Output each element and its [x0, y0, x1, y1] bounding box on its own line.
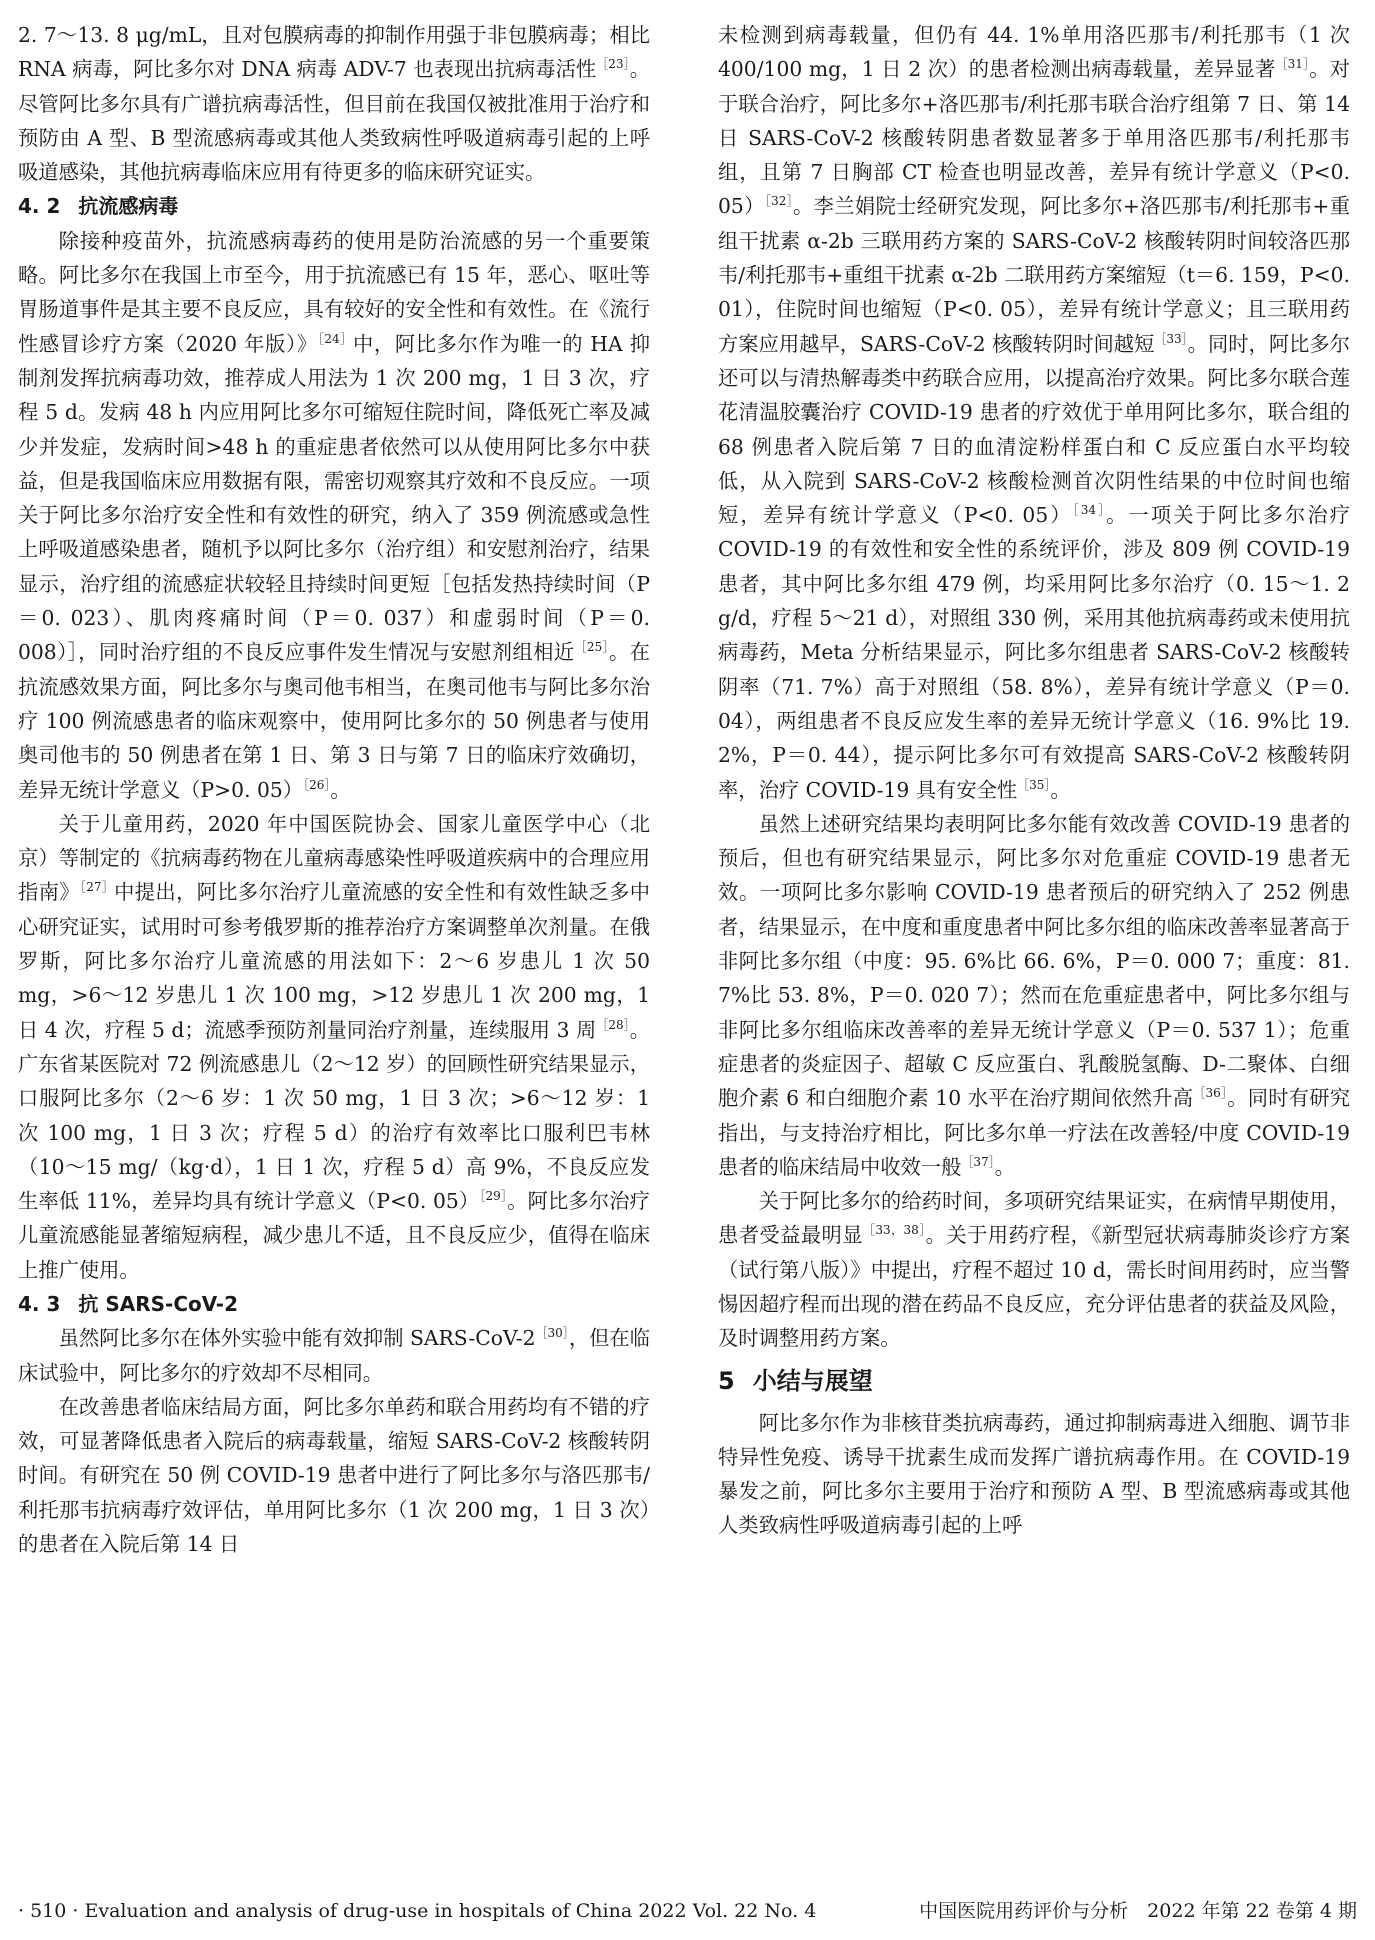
right-column [718, 18, 1350, 1543]
footer-journal-english: · 510 · Evaluation and analysis of drug-use in hospitals of China 2022 Vol. 22 No. 4 [18, 1900, 817, 1922]
citation: ［28］ [596, 1017, 630, 1032]
paragraph-critical-cases: 虽然上述研究结果均表明阿比多尔能有效改善 COVID-19 患者的预后，但也有研究结果显示，阿比多尔对危重症 COVID-19 患者无效。一项阿比多尔影响 COVID-19 患者预后的研究纳入了 252 例患者，结果显示，在中度和重度患者中阿比多尔组的临床改善率显著高于非阿比多尔组（中度：95. 6%比 66. 6%，P＝0. 000 7；重度：81. 7%比 53. 8%，P＝0. 020 7）；然而在危重症患者中，阿比多尔组与非阿比多尔组临床改善率的差异无统计学意义（P＝0. 537 1）；危重症患者的炎症因子、超敏 C 反应蛋白、乳酸脱氢酶、D-二聚体、白细胞介素 6 和白细胞介素 10 水平在治疗期间依然升高$^{[36]}$。同时有研究指出，与支持治疗相比，阿比多尔单一疗法在改善轻/中度 COVID-19 患者的临床结局中收效一般$^{[37]}$。 [718, 811, 1350, 1179]
paragraph-pediatric: 关于儿童用药，2020 年中国医院协会、国家儿童医学中心（北京）等制定的《抗病毒药物在儿童病毒感染性呼吸道疾病中的合理应用指南》$^{[27]}$中提出，阿比多尔治疗儿童流感的安全性和有效性缺乏多中心研究证实，试用时可参考俄罗斯的推荐治疗方案调整单次剂量。在俄罗斯，阿比多尔治疗儿童流感的用法如下：2～6 岁患儿 1 次 50 mg，>6～12 岁患儿 1 次 100 mg，>12 岁患儿 1 次 200 mg，1 日 4 次，疗程 5 d；流感季预防剂量同治疗剂量，连续服用 3 周$^{[28]}$。广东省某医院对 72 例流感患儿（2～12 岁）的回顾性研究结果显示，口服阿比多尔（2～6 岁：1 次 50 mg，1 日 3 次；>6～12 岁：1 次 100 mg，1 日 3 次；疗程 5 d）的治疗有效率比口服利巴韦林（10～15 mg/（kg·d），1 日 1 次，疗程 5 d）高 9%，不良反应发生率低 11%，差异均具有统计学意义（P<0. 05）$^{[29]}$。阿比多尔治疗儿童流感能显著缩短病程，减少患儿不适，且不良反应少，值得在临床上推广使用。 [18, 811, 650, 1282]
paragraph-clinical-outcome: 在改善患者临床结局方面，阿比多尔单药和联合用药均有不错的疗效，可显著降低患者入院后的病毒载量，缩短 SARS-CoV-2 核酸转阴时间。有研究在 50 例 COVID-19 患者中进行了阿比多尔与洛匹那韦/利托那韦抗病毒疗效评估，单用阿比多尔（1 次 200 mg，1 日 3 次）的患者在入院后第 14 日 [18, 1394, 650, 1557]
citation: ［24］ [317, 331, 353, 346]
paragraph-combination-therapy: 未检测到病毒载量，但仍有 44. 1%单用洛匹那韦/利托那韦（1 次 400/100 mg，1 日 2 次）的患者检测出病毒载量，差异显著$^{[31]}$。对于联合治疗，阿比多尔+洛匹那韦/利托那韦联合治疗组第 7 日、第 14 日 SARS-CoV-2 核酸转阴患者数显著多于单用洛匹那韦/利托那韦组，且第 7 日胸部 CT 检查也明显改善，差异有统计学意义（P<0. 05）$^{[32]}$。李兰娟院士经研究发现，阿比多尔+洛匹那韦/利托那韦+重组干扰素 α-2b 三联用药方案的 SARS-CoV-2 核酸转阴时间较洛匹那韦/利托那韦+重组干扰素 α-2b 二联用药方案缩短（t＝6. 159，P<0. 01），住院时间也缩短（P<0. 05），差异有统计学意义；且三联用药方案应用越早，SARS-CoV-2 核酸转阴时间越短$^{[33]}$。同时，阿比多尔还可以与清热解毒类中药联合应用，以提高治疗效果。阿比多尔联合莲花清温胶囊治疗 COVID-19 患者的疗效优于单用阿比多尔，联合组的 68 例患者入院后第 7 日的血清淀粉样蛋白和 C 反应蛋白水平均较低，从入院到 SARS-CoV-2 核酸检测首次阴性结果的中位时间也缩短，差异有统计学意义（P<0. 05）$^{[34]}$。一项关于阿比多尔治疗 COVID-19 的有效性和安全性的系统评价，涉及 809 例 COVID-19 患者，其中阿比多尔组 479 例，均采用阿比多尔治疗（0. 15～1. 2 g/d，疗程 5～21 d），对照组 330 例，采用其他抗病毒药或未使用抗病毒药，Meta 分析结果显示，阿比多尔组患者 SARS-CoV-2 核酸转阴率（71. 7%）高于对照组（58. 8%），差异有统计学意义（P＝0. 04），两组患者不良反应发生率的差异无统计学意义（16. 9%比 19. 2%，P＝0. 44），提示阿比多尔可有效提高 SARS-CoV-2 核酸转阴率，治疗 COVID-19 具有安全性$^{[35]}$。 [718, 23, 1350, 802]
section-heading-5: 5 小结与展望 [718, 1366, 873, 1395]
citation: ［32］ [764, 194, 794, 209]
paragraph-influenza: 除接种疫苗外，抗流感病毒药的使用是防治流感的另一个重要策略。阿比多尔在我国上市至今，用于抗流感已有 15 年，恶心、呕吐等胃肠道事件是其主要不良反应，具有较好的安全性和有效性。在《流行性感冒诊疗方案（2020 年版）》$^{[24]}$中，阿比多尔作为唯一的 HA 抑制剂发挥抗病毒功效，推荐成人用法为 1 次 200 mg，1 日 3 次，疗程 5 d。发病 48 h 内应用阿比多尔可缩短住院时间，降低死亡率及减少并发症，发病时间>48 h 的重症患者依然可以从使用阿比多尔中获益，但是我国临床应用数据有限，需密切观察其疗效和不良反应。一项关于阿比多尔治疗安全性和有效性的研究，纳入了 359 例流感或急性上呼吸道感染患者，随机予以阿比多尔（治疗组）和安慰剂治疗，结果显示，治疗组的流感症状较轻且持续时间更短［包括发热持续时间（P＝0. 023）、肌肉疼痛时间（P＝0. 037）和虚弱时间（P＝0. 008）］，同时治疗组的不良反应事件发生情况与安慰剂组相近$^{[25]}$。在抗流感效果方面，阿比多尔与奥司他韦相当，在奥司他韦与阿比多尔治疗 100 例流感患者的临床观察中，使用阿比多尔的 50 例患者与使用奥司他韦的 50 例患者在第 1 日、第 3 日与第 7 日的临床疗效确切，差异无统计学意义（P>0. 05）$^{[26]}$。 [18, 228, 650, 802]
citation: ［26］ [303, 777, 331, 792]
citation: ［36］ [1193, 1086, 1228, 1101]
section-heading-4-3: 4. 3 抗 SARS-CoV-2 [18, 1291, 239, 1316]
paragraph-antiviral-spectrum: 2. 7～13. 8 μg/mL，且对包膜病毒的抑制作用强于非包膜病毒；相比 RNA 病毒，阿比多尔对 DNA 病毒 ADV-7 也表现出抗病毒活性$^{[23]}$。尽管阿比多尔具有广谱抗病毒活性，但目前在我国仅被批准用于治疗和预防由 A 型、B 型流感病毒或其他人类致病性呼吸道病毒引起的上呼吸道感染，其他抗病毒临床应用有待更多的临床研究证实。 [18, 23, 650, 185]
citation: ［33，38］ [862, 1223, 926, 1238]
citation: ［30］ [535, 1326, 569, 1341]
citation: ［34］ [1072, 503, 1107, 518]
citation: ［27］ [79, 880, 115, 895]
paragraph-dosing-time: 关于阿比多尔的给药时间，多项研究结果证实，在病情早期使用，患者受益最明显$^{[33,38]}$。关于用药疗程，《新型冠状病毒肺炎诊疗方案（试行第八版）》中提出，疗程不超过 10 d，需长时间用药时，应当警惕因超疗程而出现的潜在药品不良反应，充分评估患者的获益及风险，及时调整用药方案。 [718, 1189, 1350, 1351]
footer-journal-chinese: 中国医院用药评价与分析 2022 年第 22 卷第 4 期 [919, 1900, 1357, 1922]
citation: ［33］ [1154, 331, 1188, 346]
citation: ［31］ [1275, 57, 1310, 72]
left-column [18, 18, 650, 1561]
section-heading-4-2: 4. 2 抗流感病毒 [18, 194, 179, 219]
citation: ［35］ [1017, 777, 1051, 792]
citation: ［29］ [479, 1189, 508, 1204]
paragraph-sars-cov-2-intro: 虽然阿比多尔在体外实验中能有效抑制 SARS-CoV-2$^{[30]}$，但在临床试验中，阿比多尔的疗效却不尽相同。 [18, 1326, 650, 1385]
citation: ［37］ [961, 1155, 995, 1170]
citation: ［25］ [574, 640, 610, 655]
citation: ［23］ [596, 57, 630, 72]
paragraph-summary: 阿比多尔作为非核苷类抗病毒药，通过抑制病毒进入细胞、调节非特异性免疫、诱导干扰素生成而发挥广谱抗病毒作用。在 COVID-19 暴发之前，阿比多尔主要用于治疗和预防 A 型、B 型流感病毒或其他人类致病性呼吸道病毒引起的上呼 [718, 1410, 1350, 1538]
